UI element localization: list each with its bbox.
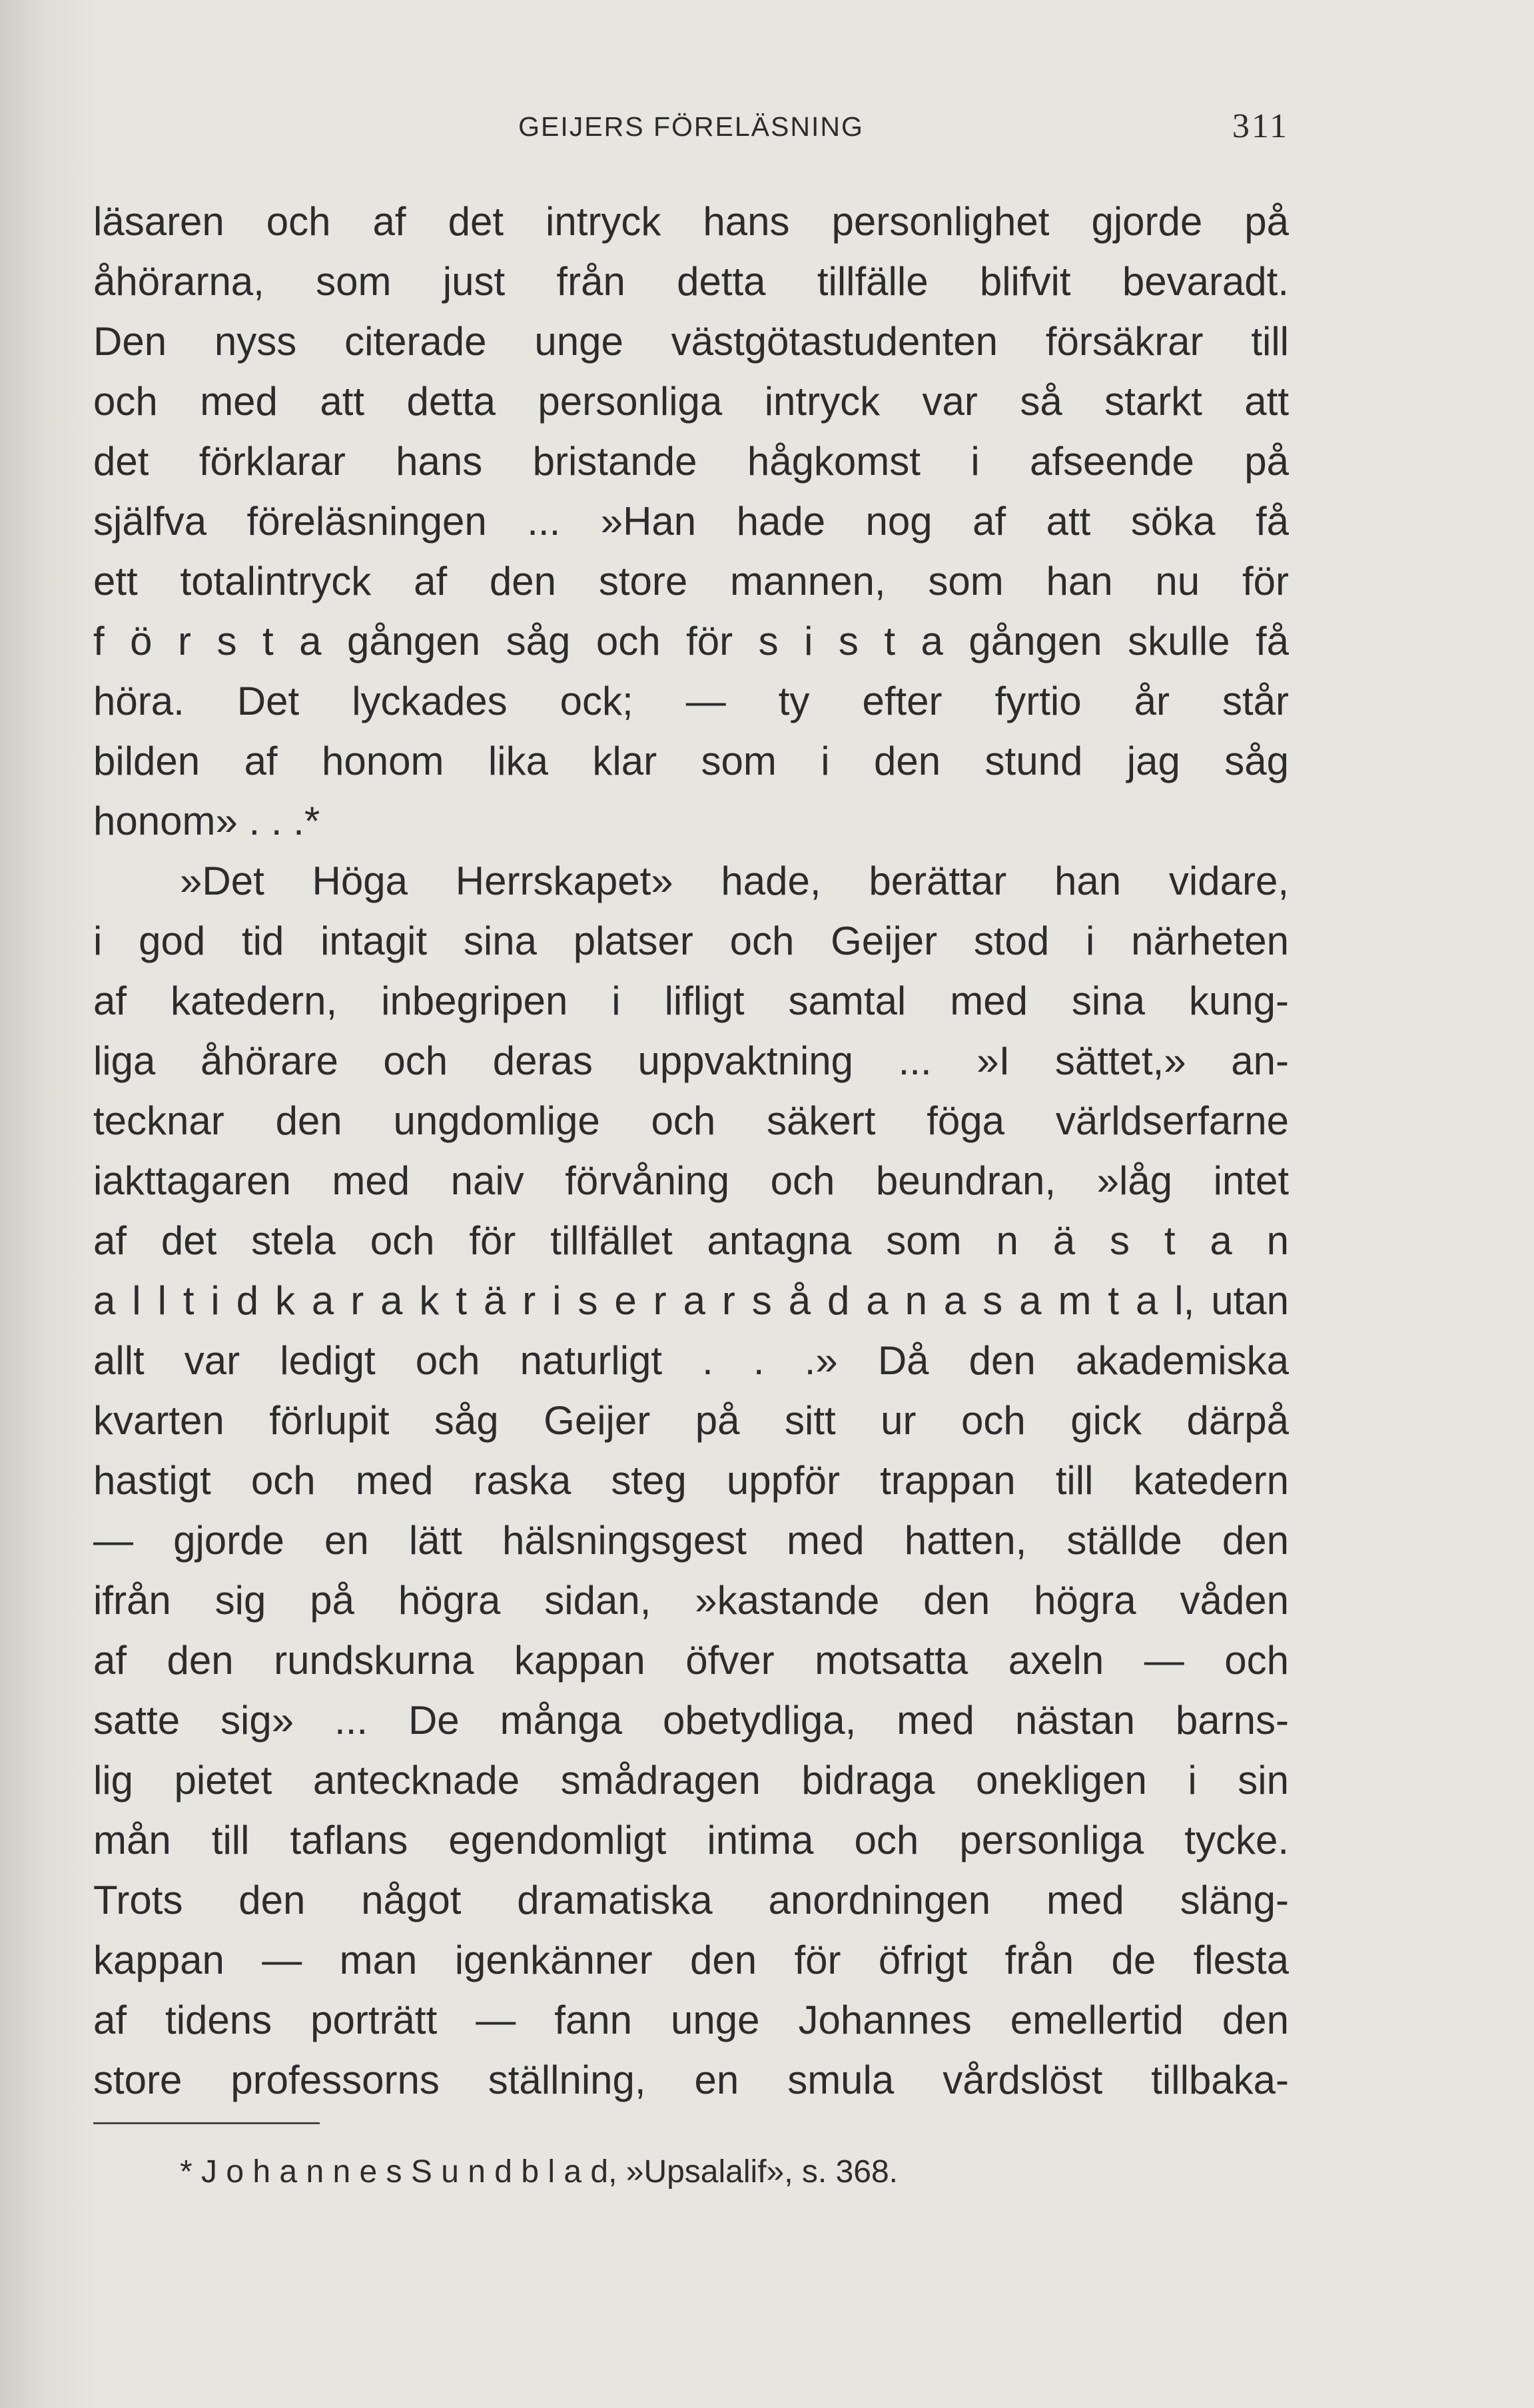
text-line: tecknar den ungdomlige och säkert föga världserfarne [93,1098,1289,1143]
page-header [93,107,1289,147]
footnote: * J o h a n n e s S u n d b l a d, »Upsalalif», s. 368. [180,2154,898,2190]
text-line: Den nyss citerade unge västgötastudenten försäkrar till [93,319,1289,364]
text-line: och med att detta personliga intryck var så starkt att [93,379,1289,424]
text-line: kvarten förlupit såg Geijer på sitt ur och gick därpå [93,1398,1289,1443]
text-line: af den rundskurna kappan öfver motsatta axeln — och [93,1638,1289,1683]
text-line: — gjorde en lätt hälsningsgest med hatten, ställde den [93,1518,1289,1563]
text-line: honom» . . .* [93,799,320,843]
text-line: store professorns ställning, en smula vårdslöst tillbaka- [93,2058,1289,2102]
text-line: af katedern, inbegripen i lifligt samtal med sina kung- [93,979,1289,1023]
text-line: Trots den något dramatiska anordningen med släng- [93,1878,1289,1922]
text-line: a l l t i d k a r a k t ä r i s e r a r s å d a n a s a m t a l, utan [93,1278,1289,1323]
text-line: höra. Det lyckades ock; — ty efter fyrtio år står [93,679,1289,723]
text-line: ett totalintryck af den store mannen, som han nu för [93,559,1289,603]
text-line: bilden af honom lika klar som i den stund jag såg [93,739,1289,783]
text-line: i god tid intagit sina platser och Geijer stod i närheten [93,919,1289,963]
text-line: läsaren och af det intryck hans personlighet gjorde på [93,199,1289,244]
text-line: hastigt och med raska steg uppför trappan till katedern [93,1458,1289,1503]
text-line: allt var ledigt och naturligt . . .» Då den akademiska [93,1338,1289,1383]
text-line: mån till taflans egendomligt intima och personliga tycke. [93,1818,1289,1862]
text-line: af det stela och för tillfället antagna som n ä s t a n [93,1218,1289,1263]
text-line: åhörarna, som just från detta tillfälle blifvit bevaradt. [93,259,1289,304]
text-line: lig pietet antecknade smådragen bidraga onekligen i sin [93,1758,1289,1803]
running-head: GEIJERS FÖRELÄSNING [518,111,864,142]
text-line: satte sig» ... De många obetydliga, med nästan barns- [93,1698,1289,1743]
text-line: kappan — man igenkänner den för öfrigt från de flesta [93,1938,1289,1982]
text-line: »Det Höga Herrskapet» hade, berättar han vidare, [180,859,1289,903]
text-line: själfva föreläsningen ... »Han hade nog af att söka få [93,499,1289,544]
page-number: 311 [1232,107,1289,145]
footnote-rule [93,2122,320,2124]
text-line: det förklarar hans bristande hågkomst i afseende på [93,439,1289,484]
text-line: iakttagaren med naiv förvåning och beundran, »låg intet [93,1158,1289,1203]
text-line: f ö r s t a gången såg och för s i s t a gången skulle få [93,619,1289,663]
body-text [93,192,1289,2110]
text-line: liga åhörare och deras uppvaktning ... »I sättet,» an- [93,1038,1289,1083]
text-line: af tidens porträtt — fann unge Johannes emellertid den [93,1998,1289,2042]
text-line: ifrån sig på högra sidan, »kastande den högra våden [93,1578,1289,1623]
